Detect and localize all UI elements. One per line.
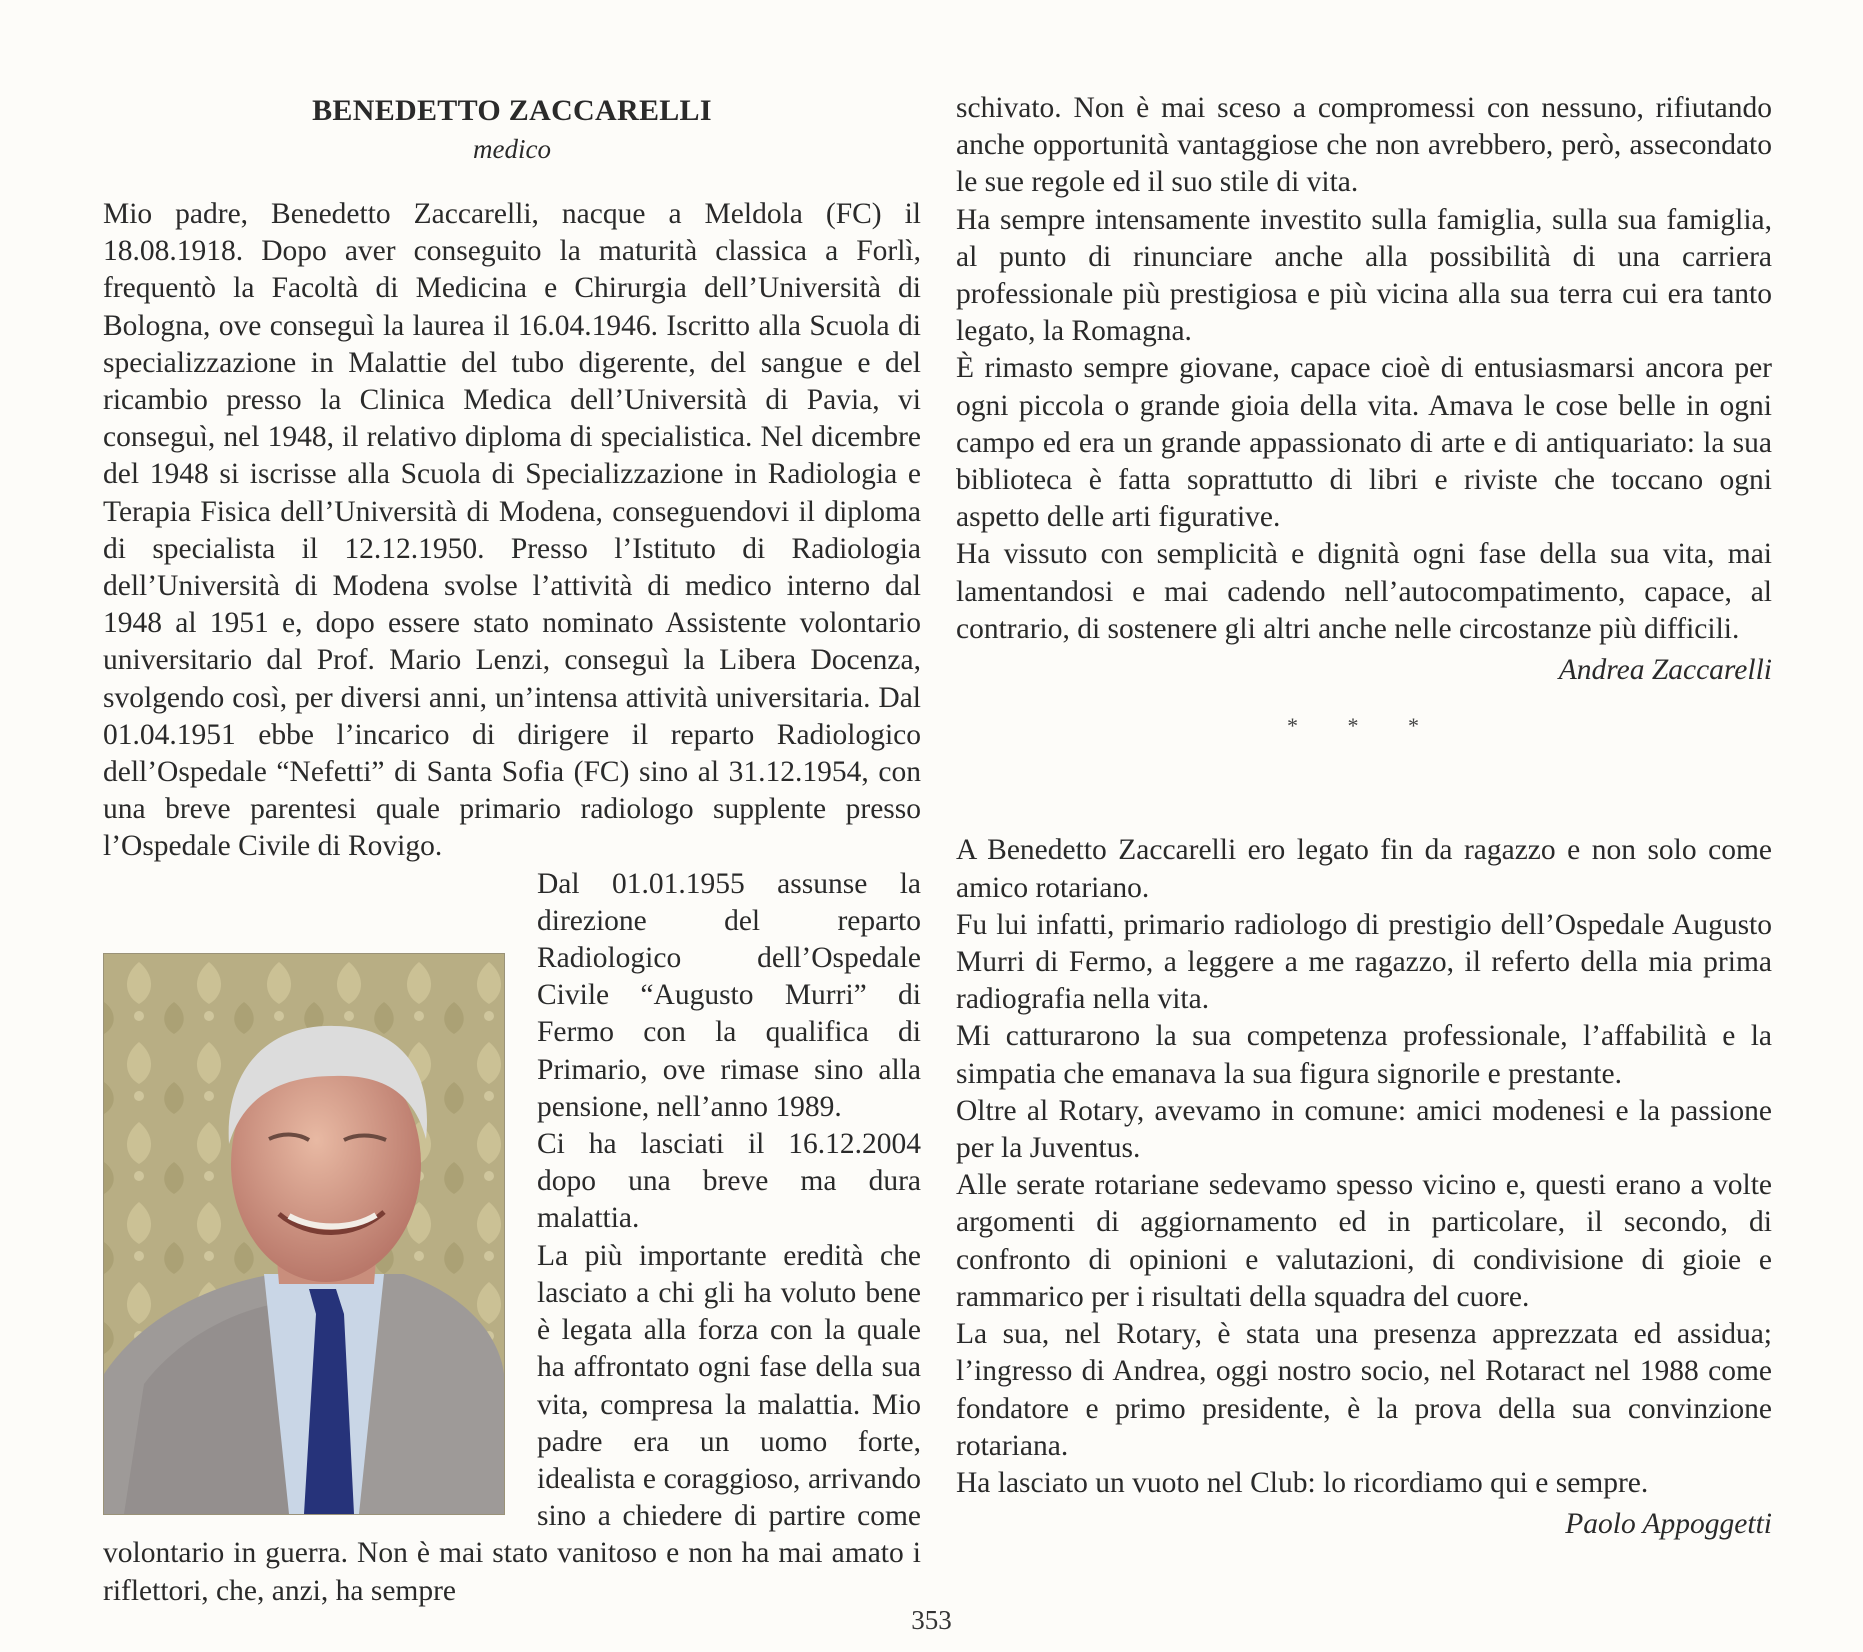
- tribute-paragraph-5: Alle serate rotariane sedevamo spesso vicino e, questi erano a volte argomenti di aggiornamento ed in particolare, il secondo, di confronto di opinioni e valutazioni, di condivisione di gioie e rammarico per i risultati della squadra del cuore.: [956, 1169, 1772, 1313]
- portrait-photo: [103, 953, 505, 1515]
- article-header: [103, 90, 921, 166]
- memoir-paragraph-4: Ha vissuto con semplicità e dignità ogni fase della sua vita, mai lamentandosi e mai cadendo nell’autocompatimento, capace, al contrario, di sostenere gli altri anche nelle circostanze più difficili.: [956, 538, 1772, 645]
- left-column: [103, 90, 921, 1610]
- signature-paolo: Paolo Appoggetti: [1565, 1508, 1772, 1541]
- page-number: 353: [911, 1605, 952, 1635]
- memoir-paragraph-3: È rimasto sempre giovane, capace cioè di entusiasmarsi ancora per ogni piccola o grande gioia della vita. Amava le cose belle in ogni campo ed era un grande appassionato di arte e di antiquariato: la sua biblioteca è fatta soprattutto di libri e riviste che toccano ogni aspetto delle arti figurative.: [956, 352, 1772, 534]
- tribute-paragraph-4: Oltre al Rotary, avevamo in comune: amici modenesi e la passione per la Juventus.: [956, 1094, 1772, 1165]
- tribute-paragraph-7: Ha lasciato un vuoto nel Club: lo ricordiamo qui e sempre.: [956, 1466, 1649, 1499]
- right-column: [956, 90, 1772, 1543]
- person-role: medico: [473, 134, 551, 164]
- section-separator: * * *: [1287, 713, 1441, 739]
- memoir-paragraph-1: schivato. Non è mai sceso a compromessi con nessuno, rifiutando anche opportunità vantaggiose che non avrebbero, però, assecondato le sue regole ed il suo stile di vita.: [956, 92, 1772, 199]
- signature-andrea: Andrea Zaccarelli: [1558, 654, 1772, 687]
- biography-paragraph-4: La più importante eredità che lasciato a chi gli ha voluto bene è legata alla forza con la quale ha affrontato ogni fase della sua vita, compresa la malattia. Mio padre era un uomo forte, idealista e coraggioso, arrivando sino a chiedere di partire come volontario in guerra. Non è mai stato vanitoso e non ha mai amato i riflettori, che, anzi, ha sempre: [103, 1239, 921, 1607]
- tribute-paragraph-1: A Benedetto Zaccarelli ero legato fin da ragazzo e non solo come amico rotariano.: [956, 834, 1772, 904]
- tribute-paragraph-6: La sua, nel Rotary, è stata una presenza apprezzata ed assidua; l’ingresso di Andrea, oggi nostro socio, nel Rotaract nel 1988 come fondatore e primo presidente, è la prova della sua convinzione rotariana.: [956, 1318, 1772, 1462]
- portrait-image: [104, 954, 504, 1514]
- person-name: BENEDETTO ZACCARELLI: [312, 94, 712, 127]
- tribute-paragraph-3: Mi catturarono la sua competenza professionale, l’affabilità e la simpatia che emanava la sua figura signorile e prestante.: [956, 1020, 1772, 1090]
- biography-paragraph-2: Dal 01.01.1955 assunse la direzione del reparto Radiologico dell’Ospedale Civile “Augusto Murri” di Fermo con la qualifica di Primario, ove rimase sino alla pensione, nell’anno 1989.: [537, 867, 921, 1123]
- tribute-paragraph-2: Fu lui infatti, primario radiologo di prestigio dell’Ospedale Augusto Murri di Fermo, a leggere a me ragazzo, il referto della mia prima radiografia nella vita.: [956, 908, 1772, 1016]
- memoir-paragraph-2: Ha sempre intensamente investito sulla famiglia, sulla sua famiglia, al punto di rinunciare anche alla possibilità di una carriera professionale più prestigiosa e più vicina alla sua terra cui era tanto legato, la Romagna.: [956, 203, 1772, 348]
- biography-paragraph-3: Ci ha lasciati il 16.12.2004 dopo una breve ma dura malattia.: [537, 1128, 921, 1235]
- biography-paragraph-1: Mio padre, Benedetto Zaccarelli, nacque a Meldola (FC) il 18.08.1918. Dopo aver conseguito la maturità classica a Forlì, frequentò la Facoltà di Medicina e Chirurgia dell’Università di Bologna, ove conseguì la laurea il 16.04.1946. Iscritto alla Scuola di specializzazione in Malattie del tubo digerente, del sangue e del ricambio presso la Clinica Medica dell’Università di Pavia, vi conseguì, nel 1948, il relativo diploma di specialistica. Nel dicembre del 1948 si iscrisse alla Scuola di Specializzazione in Radiologia e Terapia Fisica dell’Università di Modena, conseguendovi il diploma di specialista il 12.12.1950. Presso l’Istituto di Radiologia dell’Università di Modena svolse l’attività di medico interno dal 1948 al 1951 e, dopo essere stato nominato Assistente volontario universitario dal Prof. Mario Lenzi, conseguì la Libera Docenza, svolgendo così, per diversi anni, un’intensa attività universitaria. Dal 01.04.1951 ebbe l’incarico di dirigere il reparto Radiologico dell’Ospedale “Nefetti” di Santa Sofia (FC) sino al 31.12.1954, con una breve parentesi quale primario radiologo supplente presso l’Ospedale Civile di Rovigo.: [103, 198, 921, 863]
